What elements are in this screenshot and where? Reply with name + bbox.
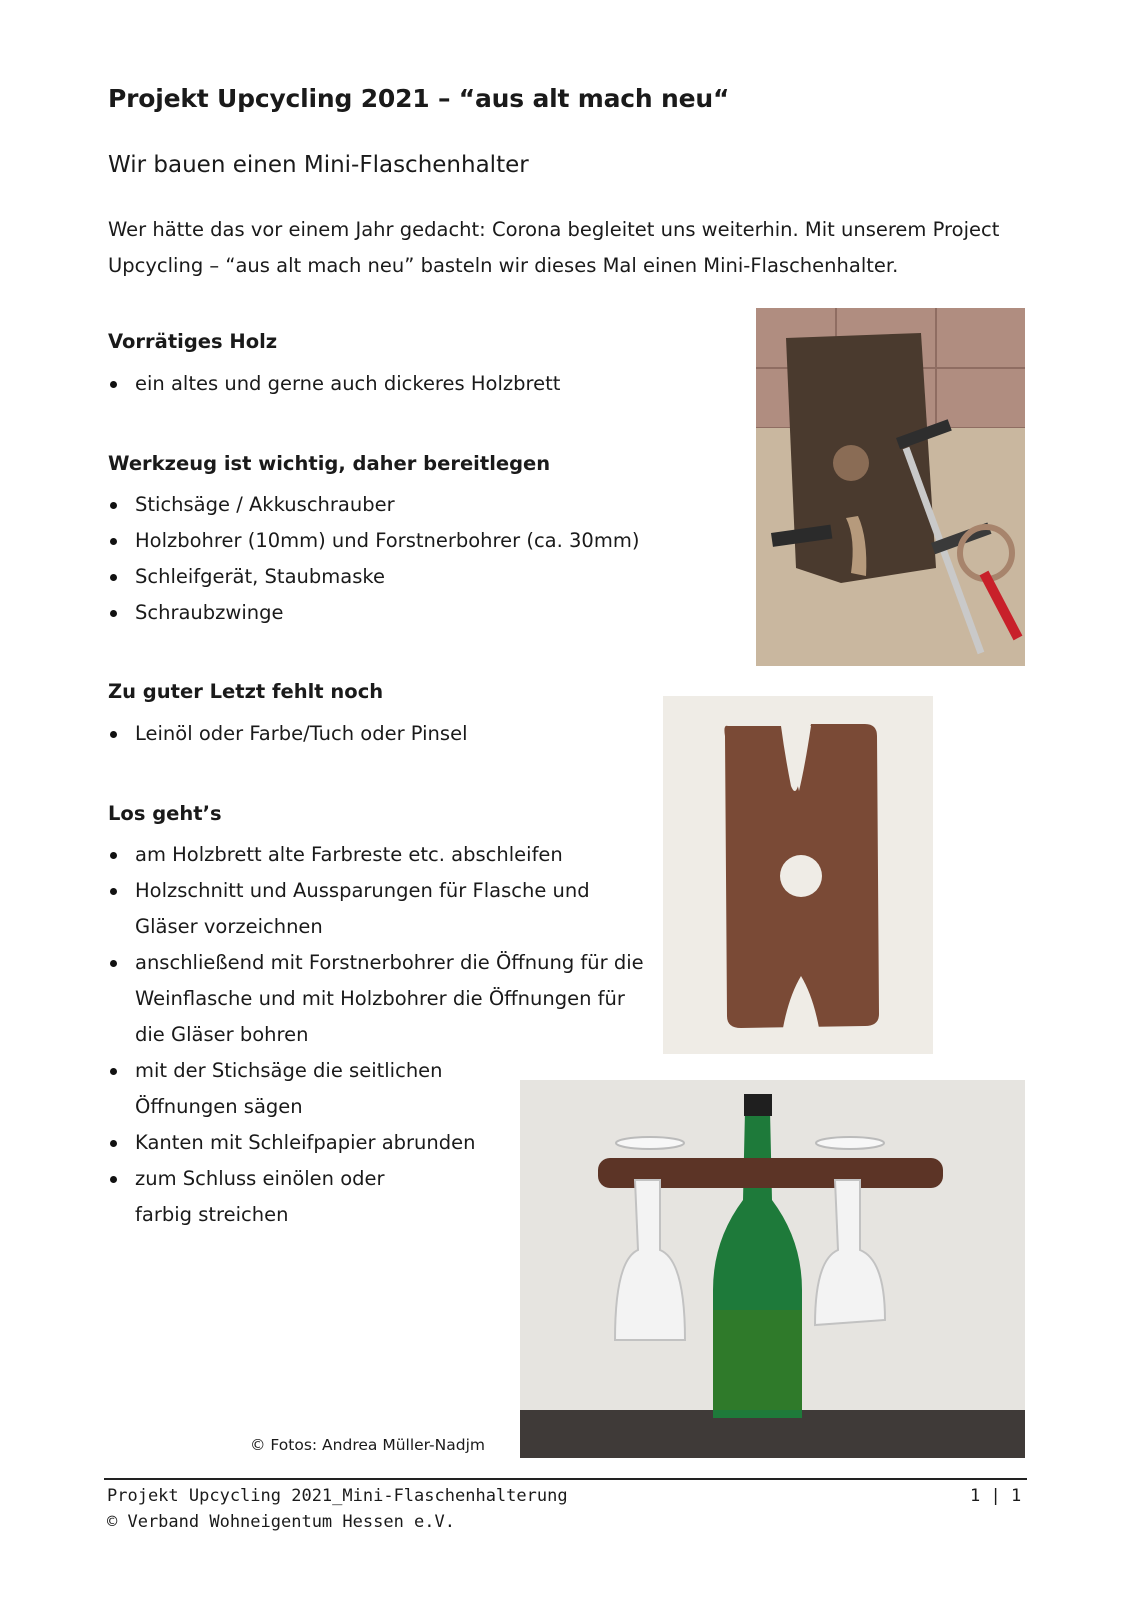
footer-project-name: Projekt Upcycling 2021_Mini-Flaschenhalterung: [107, 1486, 568, 1506]
photo-board-with-clamp: [756, 308, 1025, 666]
footer-page-number: 1 | 1: [970, 1486, 1022, 1506]
photo-bottle-holder: [520, 1080, 1025, 1458]
list-item: [108, 873, 644, 945]
list-item-line: mit der Stichsäge die seitlichen: [135, 1059, 443, 1082]
list-item: am Holzbrett alte Farbreste etc. abschleifen: [108, 837, 644, 873]
list-item-line: Gläser vorzeichnen: [135, 915, 323, 938]
footer-divider: [104, 1478, 1027, 1480]
photo-cut-board: [663, 696, 933, 1054]
list-item-line: Öffnungen sägen: [135, 1095, 303, 1118]
list-item-line: zum Schluss einölen oder: [135, 1167, 385, 1190]
list-item-line: anschließend mit Forstnerbohrer die Öffnung für die: [135, 951, 644, 974]
list-werkzeug: [108, 487, 639, 631]
list-item: Schleifgerät, Staubmaske: [108, 559, 639, 595]
list-item: ein altes und gerne auch dickeres Holzbrett: [108, 366, 560, 402]
intro-line: Upcycling – “aus alt mach neu” basteln wir dieses Mal einen Mini-Flaschenhalter.: [108, 254, 899, 277]
list-item-line: Weinflasche und mit Holzbohrer die Öffnungen für: [135, 987, 625, 1010]
list-item: Holzbohrer (10mm) und Forstnerbohrer (ca. 30mm): [108, 523, 639, 559]
list-item-line: Holzschnitt und Aussparungen für Flasche und: [135, 879, 590, 902]
list-item: Schraubzwinge: [108, 595, 639, 631]
list-item-line: farbig streichen: [135, 1203, 289, 1226]
document-subtitle: Wir bauen einen Mini-Flaschenhalter: [108, 152, 529, 178]
intro-line: Wer hätte das vor einem Jahr gedacht: Corona begleitet uns weiterhin. Mit unserem Project: [108, 218, 1000, 241]
intro-paragraph: [108, 212, 1008, 284]
section-heading-los-gehts: Los geht’s: [108, 802, 222, 825]
list-holz: [108, 366, 560, 402]
section-heading-zu-guter-letzt: Zu guter Letzt fehlt noch: [108, 680, 384, 703]
section-heading-holz: Vorrätiges Holz: [108, 330, 278, 353]
list-item: [108, 945, 644, 1053]
photo-credit: © Fotos: Andrea Müller-Nadjm: [250, 1436, 485, 1454]
list-item: Kanten mit Schleifpapier abrunden: [108, 1125, 644, 1161]
list-item: Leinöl oder Farbe/Tuch oder Pinsel: [108, 716, 468, 752]
footer-copyright: © Verband Wohneigentum Hessen e.V.: [107, 1512, 455, 1532]
document-title: Projekt Upcycling 2021 – “aus alt mach neu“: [108, 84, 730, 113]
list-zu-guter-letzt: [108, 716, 468, 752]
list-item: Stichsäge / Akkuschrauber: [108, 487, 639, 523]
section-heading-werkzeug: Werkzeug ist wichtig, daher bereitlegen: [108, 452, 551, 475]
list-item-line: die Gläser bohren: [135, 1023, 309, 1046]
